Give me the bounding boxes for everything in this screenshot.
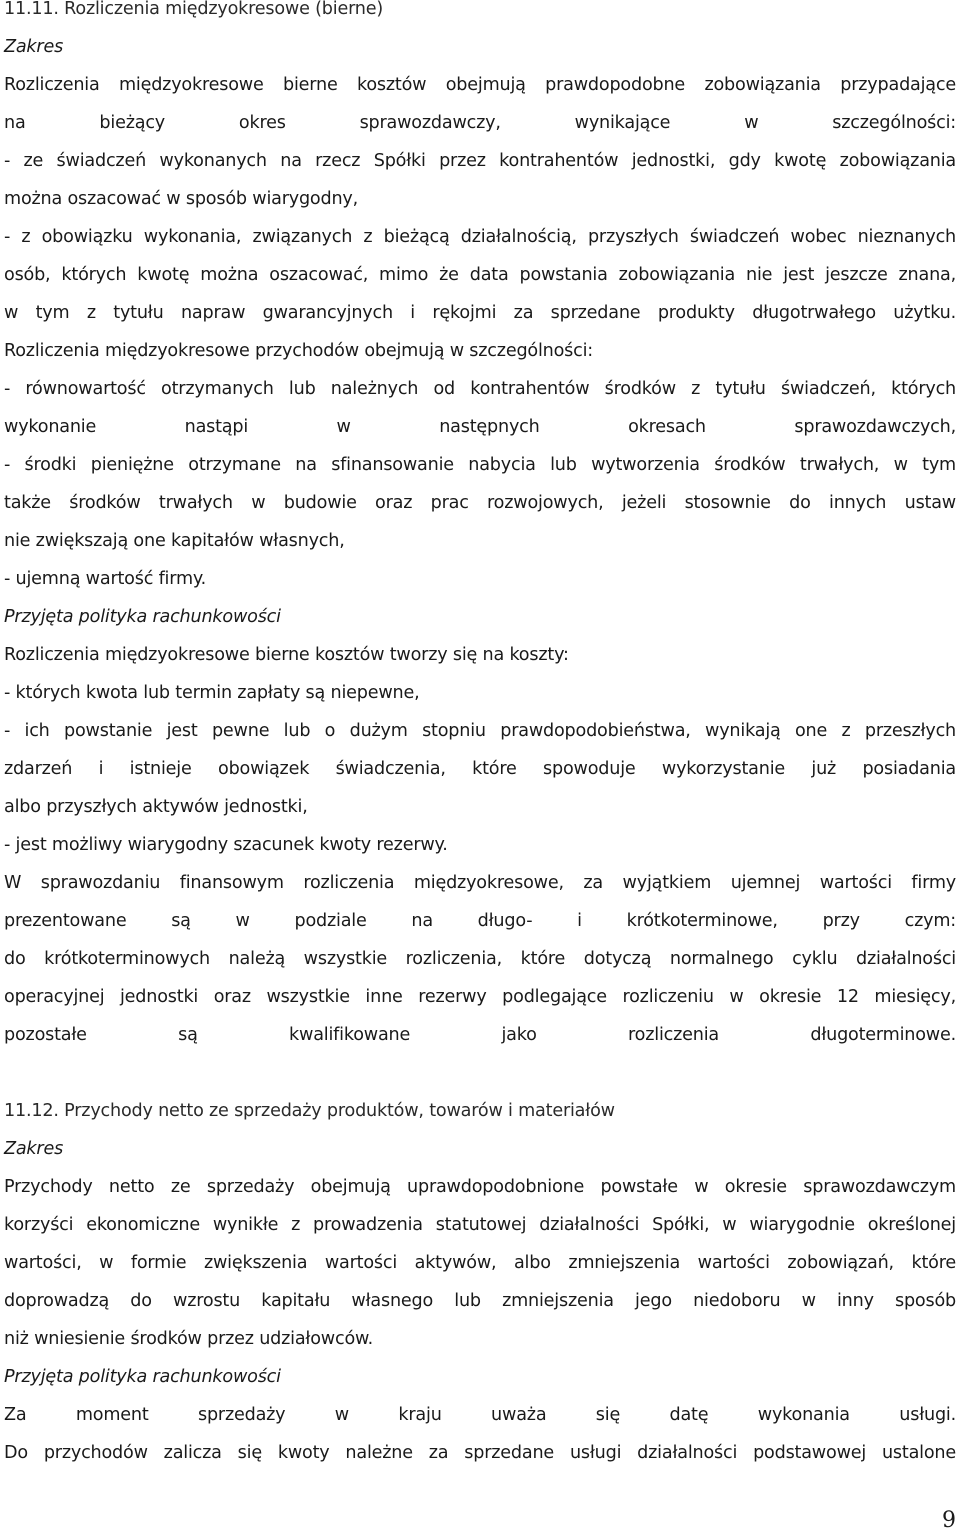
scope-label: Zakres [4, 1139, 64, 1159]
text-line: - jest możliwy wiarygodny szacunek kwoty rezerwy. [4, 835, 448, 855]
policy-label: Przyjęta polityka rachunkowości [4, 1367, 281, 1387]
text-line: - środki pieniężne otrzymane na sfinansowanie nabycia lub wytworzenia środków trwałych, w tym [4, 455, 956, 475]
text-line: - których kwota lub termin zapłaty są niepewne, [4, 683, 420, 703]
text-line: - ujemną wartość firmy. [4, 569, 207, 589]
text-line: albo przyszłych aktywów jednostki, [4, 797, 308, 817]
text-line: W sprawozdaniu finansowym rozliczenia międzyokresowe, za wyjątkiem ujemnej wartości firmy [4, 873, 956, 893]
text-line: Rozliczenia międzyokresowe bierne kosztów tworzy się na koszty: [4, 645, 569, 665]
text-line: Rozliczenia międzyokresowe bierne kosztów obejmują prawdopodobne zobowiązania przypadające [4, 75, 956, 95]
text-line: wartości, w formie zwiększenia wartości aktywów, albo zmniejszenia wartości zobowiązań, które [4, 1253, 956, 1273]
text-line: operacyjnej jednostki oraz wszystkie inne rezerwy podlegające rozliczeniu w okresie 12 miesięcy, [4, 987, 956, 1007]
text-line: - z obowiązku wykonania, związanych z bieżącą działalnością, przyszłych świadczeń wobec nieznanych [4, 227, 956, 247]
text-line: nie zwiększają one kapitałów własnych, [4, 531, 345, 551]
text-line: pozostałe są kwalifikowane jako rozliczenia długoterminowe. [4, 1025, 956, 1045]
text-line: osób, których kwotę można oszacować, mimo że data powstania zobowiązania nie jest jeszcze znana, [4, 265, 956, 285]
text-line: korzyści ekonomiczne wynikłe z prowadzenia statutowej działalności Spółki, w wiarygodnie określonej [4, 1215, 956, 1235]
text-line: - ich powstanie jest pewne lub o dużym stopniu prawdopodobieństwa, wynikają one z przeszłych [4, 721, 956, 741]
text-line: wykonanie nastąpi w następnych okresach sprawozdawczych, [4, 417, 956, 437]
text-line: doprowadzą do wzrostu kapitału własnego lub zmniejszenia jego niedoboru w inny sposób [4, 1291, 956, 1311]
page-number: 9 [942, 1508, 956, 1533]
text-line: Do przychodów zalicza się kwoty należne za sprzedane usługi działalności podstawowej ustalone [4, 1443, 956, 1463]
text-line: zdarzeń i istnieje obowiązek świadczenia, które spowoduje wykorzystanie już posiadania [4, 759, 956, 779]
scope-label: Zakres [4, 37, 64, 57]
section-heading: 11.11. Rozliczenia międzyokresowe (bierne) [4, 0, 384, 19]
text-line: Rozliczenia międzyokresowe przychodów obejmują w szczególności: [4, 341, 594, 361]
section-heading: 11.12. Przychody netto ze sprzedaży produktów, towarów i materiałów [4, 1101, 615, 1121]
text-line: - ze świadczeń wykonanych na rzecz Spółki przez kontrahentów jednostki, gdy kwotę zobowiązania [4, 151, 956, 171]
text-line: prezentowane są w podziale na długo- i krótkoterminowe, przy czym: [4, 911, 956, 931]
text-line: w tym z tytułu napraw gwarancyjnych i rękojmi za sprzedane produkty długotrwałego użytku. [4, 303, 956, 323]
policy-label: Przyjęta polityka rachunkowości [4, 607, 281, 627]
text-line: na bieżący okres sprawozdawczy, wynikające w szczególności: [4, 113, 956, 133]
text-line: niż wniesienie środków przez udziałowców. [4, 1329, 373, 1349]
text-line: także środków trwałych w budowie oraz prac rozwojowych, jeżeli stosownie do innych ustaw [4, 493, 956, 513]
text-line: można oszacować w sposób wiarygodny, [4, 189, 359, 209]
text-line: do krótkoterminowych należą wszystkie rozliczenia, które dotyczą normalnego cyklu działalności [4, 949, 956, 969]
text-line: Przychody netto ze sprzedaży obejmują uprawdopodobnione powstałe w okresie sprawozdawczym [4, 1177, 956, 1197]
text-line: - równowartość otrzymanych lub należnych od kontrahentów środków z tytułu świadczeń, których [4, 379, 956, 399]
text-line: Za moment sprzedaży w kraju uważa się datę wykonania usługi. [4, 1405, 956, 1425]
